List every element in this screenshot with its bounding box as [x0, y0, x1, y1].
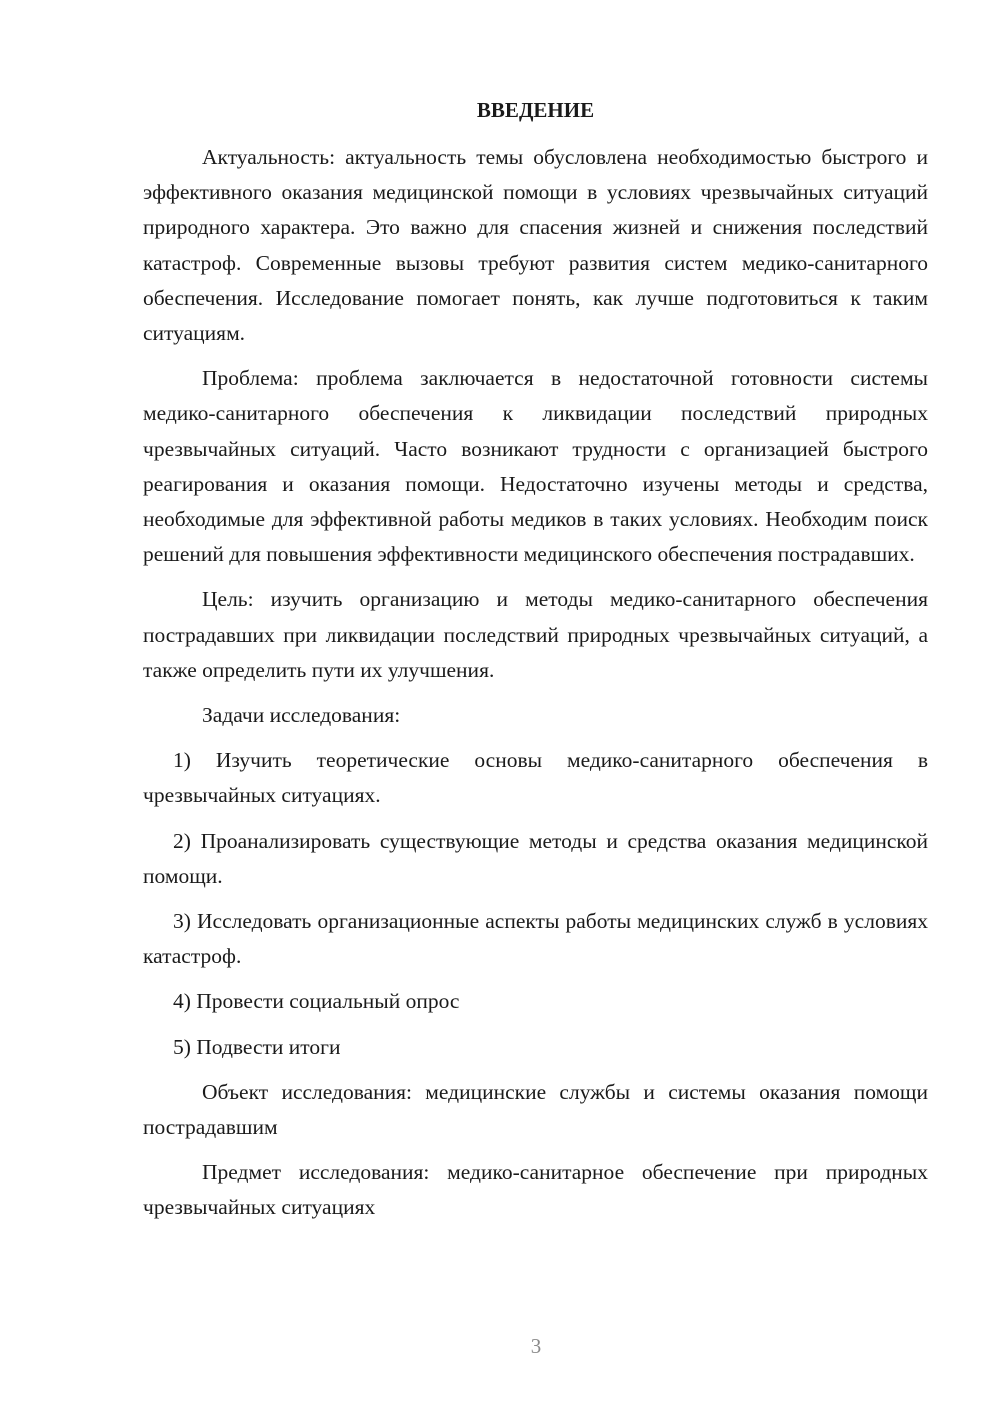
- page-number: 3: [530, 1334, 542, 1358]
- task-item-4: 4) Провести социальный опрос: [173, 989, 460, 1014]
- subject-paragraph: Предмет исследования: медико-санитарное обеспечение при природных чрезвычайных ситуациях: [143, 1160, 928, 1220]
- problem-paragraph: Проблема: проблема заключается в недостаточной готовности системы медико-санитарного обеспечения к ликвидации последствий природных чрезвычайных ситуаций. Часто возникают трудности с организацией быстрого реагирования и оказания помощи. Недостаточно изучены методы и средства, необходимые для эффективной работы медиков в таких условиях. Необходим поиск решений для повышения эффективности медицинского обеспечения пострадавших.: [143, 366, 928, 567]
- relevance-paragraph: Актуальность: актуальность темы обусловлена необходимостью быстрого и эффективного оказания медицинской помощи в условиях чрезвычайных ситуаций природного характера. Это важно для спасения жизней и снижения последствий катастроф. Современные вызовы требуют развития систем медико-санитарного обеспечения. Исследование помогает понять, как лучше подготовиться к таким ситуациям.: [143, 145, 928, 346]
- tasks-heading: Задачи исследования:: [202, 703, 401, 728]
- task-item-2: 2) Проанализировать существующие методы и средства оказания медицинской помощи.: [143, 828, 928, 888]
- task-item-5: 5) Подвести итоги: [173, 1034, 341, 1059]
- document-page: [143, 95, 928, 1236]
- page-title: ВВЕДЕНИЕ: [476, 98, 595, 122]
- task-item-3: 3) Исследовать организационные аспекты работы медицинских служб в условиях катастроф.: [143, 909, 928, 969]
- object-paragraph: Объект исследования: медицинские службы и системы оказания помощи пострадавшим: [143, 1079, 928, 1140]
- task-item-1: 1) Изучить теоретические основы медико-санитарного обеспечения в чрезвычайных ситуациях.: [143, 748, 928, 808]
- goal-paragraph: Цель: изучить организацию и методы медико-санитарного обеспечения пострадавших при ликвидации последствий природных чрезвычайных ситуаций, а также определить пути их улучшения.: [143, 587, 928, 682]
